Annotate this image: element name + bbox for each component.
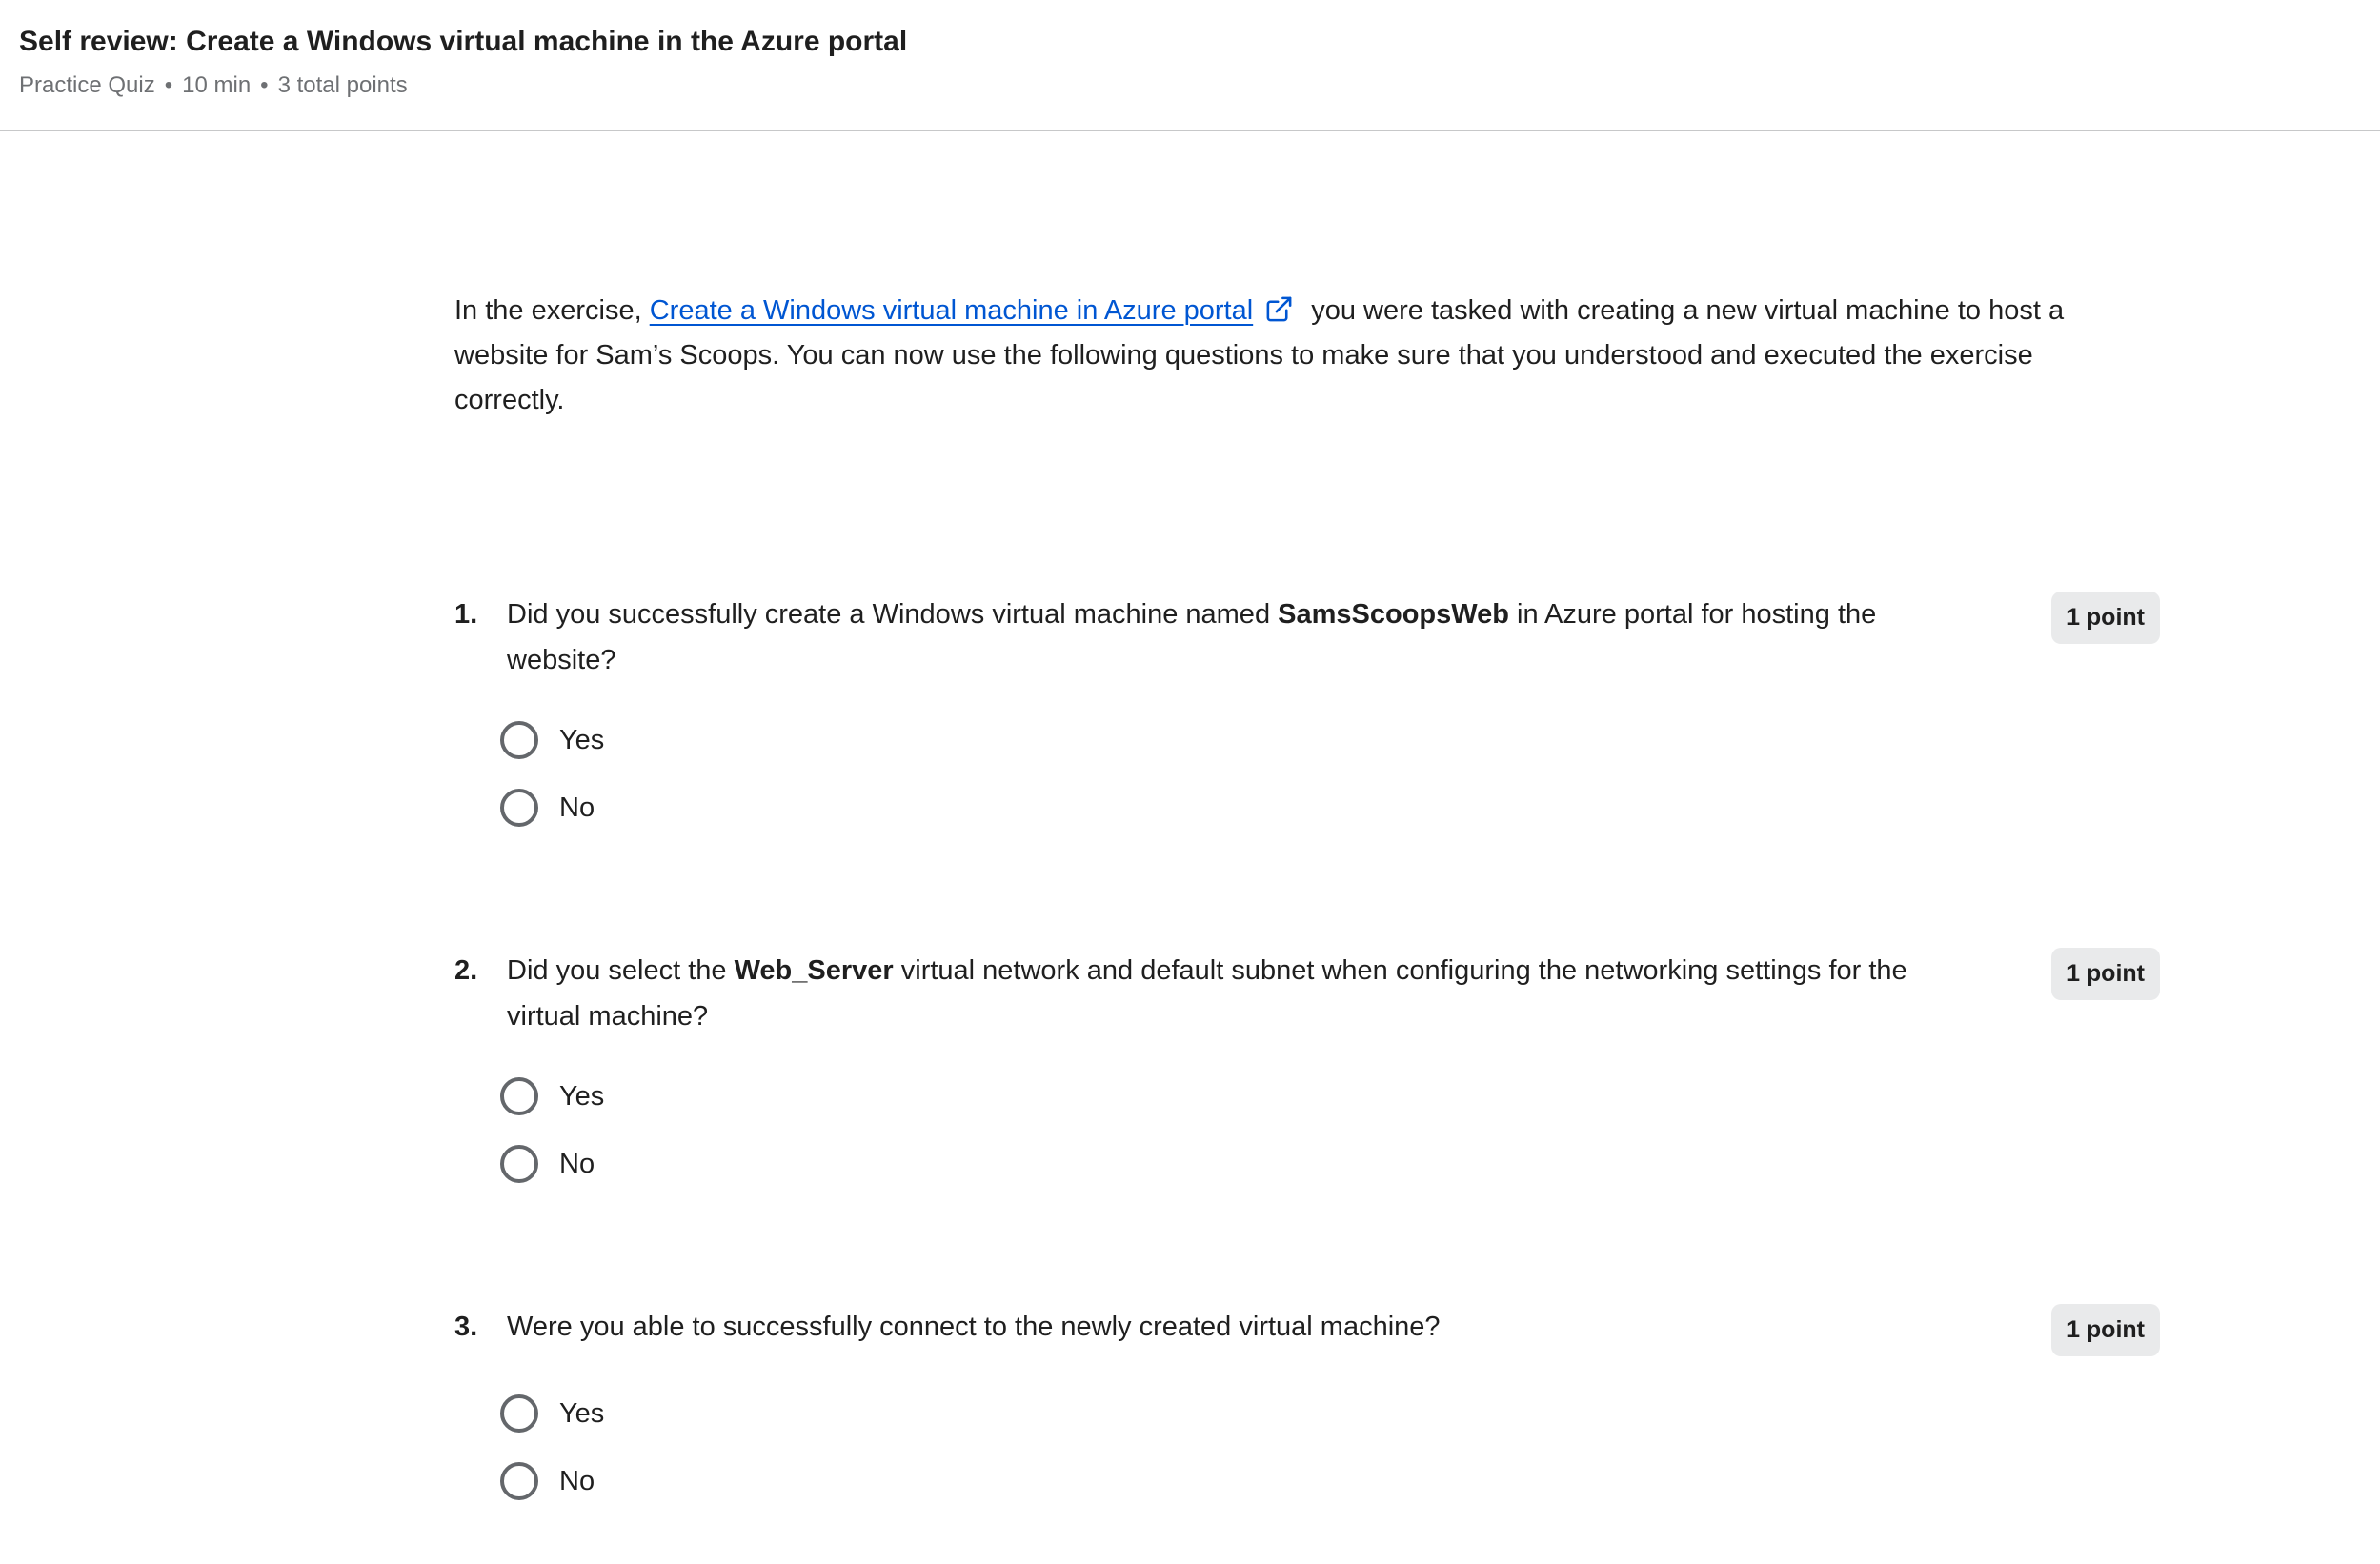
external-link-icon — [1264, 294, 1294, 324]
radio-button-icon[interactable] — [500, 1462, 538, 1500]
answer-option[interactable] — [500, 1077, 604, 1115]
question-text-part: Did you successfully create a Windows virtual machine named — [507, 599, 1279, 630]
answer-option[interactable] — [500, 1145, 595, 1183]
meta-separator: • — [164, 72, 173, 98]
option-label: No — [559, 1148, 595, 1179]
radio-button-icon[interactable] — [500, 1145, 538, 1183]
question-block — [454, 1304, 2160, 1500]
radio-button-icon[interactable] — [500, 789, 538, 827]
question-text — [507, 948, 1946, 1039]
questions-list — [454, 592, 2160, 1500]
question-text-bold: Web_Server — [734, 955, 894, 986]
quiz-meta — [19, 73, 2357, 98]
radio-button-icon[interactable] — [500, 1077, 538, 1115]
option-label: No — [559, 1465, 595, 1496]
question-text — [507, 1304, 1946, 1350]
quiz-duration: 10 min — [182, 72, 252, 98]
quiz-content — [0, 131, 2380, 1500]
option-label: No — [559, 792, 595, 823]
quiz-type-label: Practice Quiz — [19, 72, 155, 98]
radio-button-icon[interactable] — [500, 1394, 538, 1433]
points-badge: 1 point — [2051, 592, 2160, 644]
option-label: Yes — [559, 724, 605, 755]
question-text-part: Were you able to successfully connect to the newly created virtual machine? — [507, 1312, 1441, 1342]
page-title: Self review: Create a Windows virtual machine in the Azure portal — [19, 26, 908, 57]
question-text-part: Did you select the — [507, 955, 735, 986]
points-badge: 1 point — [2051, 1304, 2160, 1356]
answer-option[interactable] — [500, 1462, 595, 1500]
question-row — [454, 1304, 2160, 1356]
option-label: Yes — [559, 1397, 605, 1429]
question-number: 2. — [454, 955, 478, 986]
question-row — [454, 948, 2160, 1039]
answer-option[interactable] — [500, 1394, 604, 1433]
intro-text: In the exercise, — [454, 295, 650, 326]
radio-button-icon[interactable] — [500, 721, 538, 759]
question-text-part: virtual network and default subnet when configuring the networking settings for the virtual machine? — [507, 955, 1907, 1032]
answer-options — [454, 721, 2160, 827]
intro-text: you were tasked with creating a new virtual machine to host a website for Sam’s Scoops. You can now use the following questions to make sure that you understood and executed the exercise correctly. — [454, 295, 2065, 415]
question-block — [454, 948, 2160, 1183]
quiz-header — [0, 0, 2380, 131]
points-badge: 1 point — [2051, 948, 2160, 1000]
meta-separator: • — [260, 72, 269, 98]
question-text — [507, 592, 1946, 683]
question-block — [454, 592, 2160, 827]
answer-options — [454, 1394, 2160, 1500]
question-number: 1. — [454, 599, 478, 630]
question-text-bold: SamsScoopsWeb — [1278, 599, 1509, 630]
exercise-link[interactable]: Create a Windows virtual machine in Azure portal — [649, 295, 1254, 326]
question-number: 3. — [454, 1312, 478, 1342]
quiz-total-points: 3 total points — [277, 72, 408, 98]
question-row — [454, 592, 2160, 683]
option-label: Yes — [559, 1080, 605, 1112]
answer-option[interactable] — [500, 721, 604, 759]
question-text-part: in Azure portal for hosting the website? — [507, 599, 1877, 675]
answer-options — [454, 1077, 2160, 1183]
quiz-intro — [454, 289, 2131, 423]
answer-option[interactable] — [500, 789, 595, 827]
